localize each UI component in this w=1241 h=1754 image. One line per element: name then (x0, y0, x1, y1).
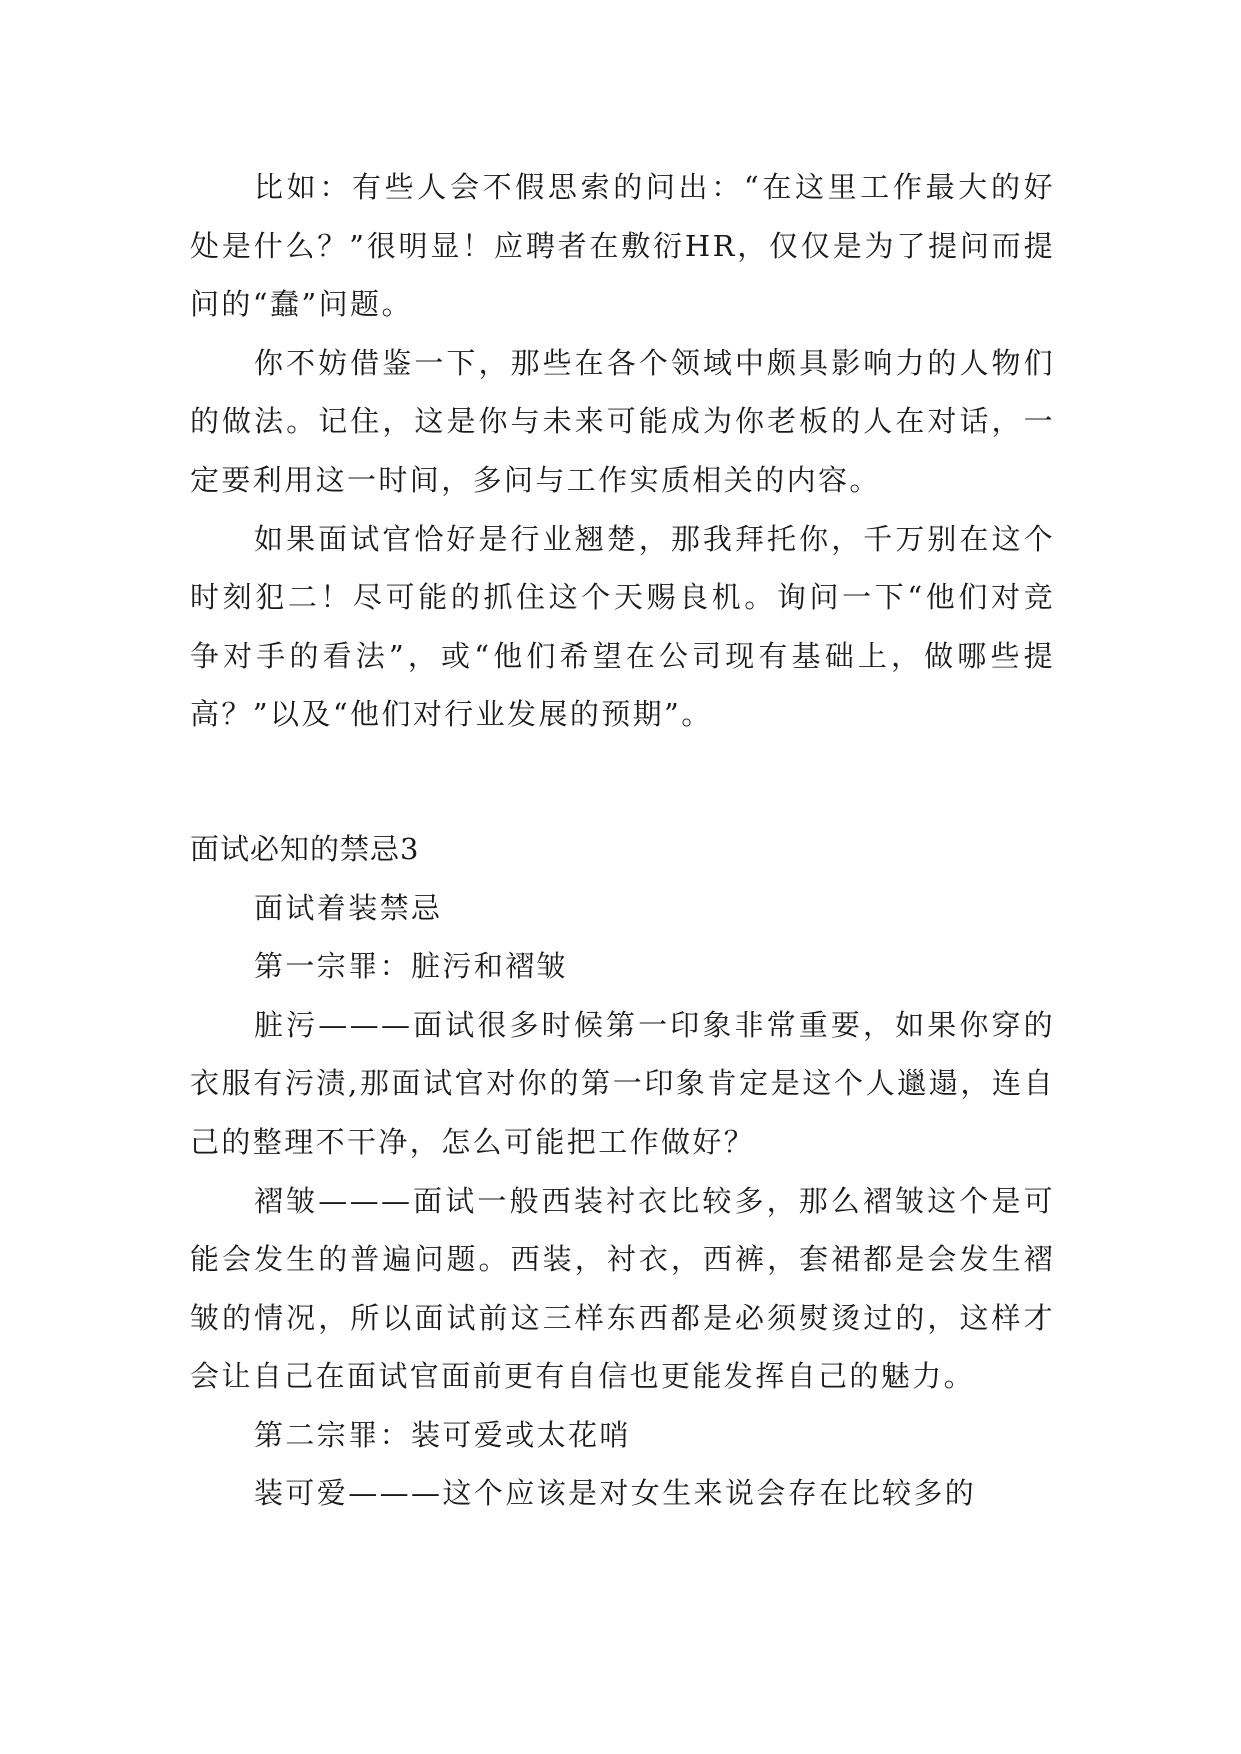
paragraph-dirty: 脏污———面试很多时候第一印象非常重要，如果你穿的衣服有污渍,那面试官对你的第一印象肯定是这个人邋遢，连自己的整理不干净，怎么可能把工作做好？ (190, 1007, 1055, 1159)
paragraph-example-question: 比如：有些人会不假思索的问出：“在这里工作最大的好处是什么？”很明显！应聘者在敷衍HR，仅仅是为了提问而提问的“蠢”问题。 (190, 170, 1055, 322)
paragraph-cute: 装可爱———这个应该是对女生来说会存在比较多的 (254, 1476, 977, 1511)
subheading-dress-taboos: 面试着装禁忌 (254, 890, 443, 925)
document-page (190, 158, 1055, 1523)
paragraph-wrinkles: 褶皱———面试一般西装衬衣比较多，那么褶皱这个是可能会发生的普遍问题。西装，衬衣，西裤，套裙都是会发生褶皱的情况，所以面试前这三样东西都是必须熨烫过的，这样才会让自己在面试官面前更有自信也更能发挥自己的魅力。 (190, 1183, 1055, 1394)
paragraph-industry-leader: 如果面试官恰好是行业翘楚，那我拜托你，千万别在这个时刻犯二！尽可能的抓住这个天赐良机。询问一下“他们对竞争对手的看法”，或“他们希望在公司现有基础上，做哪些提高？”以及“他们对行业发展的预期”。 (190, 521, 1055, 732)
section-spacer (190, 744, 1055, 820)
subheading-second-sin: 第二宗罪：装可爱或太花哨 (254, 1417, 631, 1452)
section-title: 面试必知的禁忌3 (190, 831, 420, 866)
paragraph-learn-from-leaders: 你不妨借鉴一下，那些在各个领域中颇具影响力的人物们的做法。记住，这是你与未来可能成为你老板的人在对话，一定要利用这一时间，多问与工作实质相关的内容。 (190, 345, 1055, 497)
subheading-first-sin: 第一宗罪：脏污和褶皱 (254, 949, 569, 984)
